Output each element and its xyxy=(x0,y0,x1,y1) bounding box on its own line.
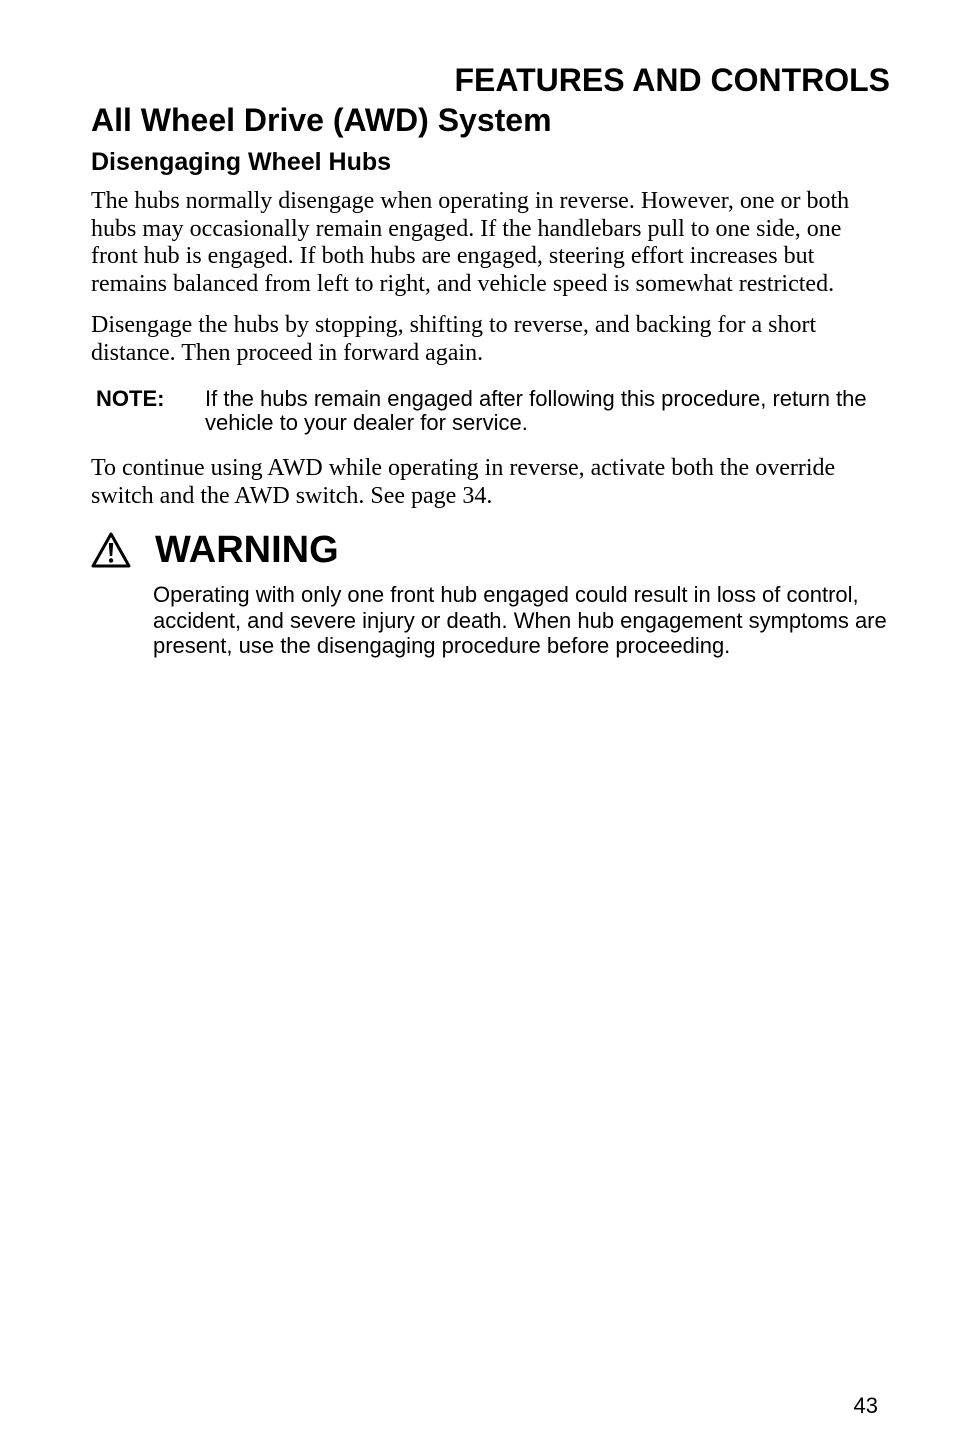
warning-triangle-icon xyxy=(91,532,131,568)
body-paragraph: The hubs normally disengage when operating in reverse. However, one or both hubs may occasionally remain engaged. If the handlebars pull to one side, one front hub is engaged. If both hubs are engaged, steering effort increases but remains balanced from left to right, and vehicle speed is somewhat restricted. xyxy=(91,188,850,297)
section-header: FEATURES AND CONTROLS xyxy=(454,62,890,98)
body-paragraph: To continue using AWD while operating in reverse, activate both the override switch and the AWD switch. See page 34. xyxy=(91,455,836,509)
warning-header xyxy=(91,528,891,572)
page-subtitle: Disengaging Wheel Hubs xyxy=(91,148,392,176)
page-title: All Wheel Drive (AWD) System xyxy=(91,102,552,138)
note-block xyxy=(96,387,891,435)
warning-text: Operating with only one front hub engaged could result in loss of control, accident, and severe injury or death. When hub engagement symptoms are present, use the disengaging procedure before proceeding. xyxy=(153,582,887,658)
note-label: NOTE: xyxy=(96,386,165,411)
body-paragraph: Disengage the hubs by stopping, shifting to reverse, and backing for a short distance. Then proceed in forward again. xyxy=(91,312,817,366)
page-number: 43 xyxy=(853,1393,878,1418)
page-content xyxy=(91,100,891,659)
note-text: If the hubs remain engaged after following this procedure, return the vehicle to your dealer for service. xyxy=(205,386,867,435)
warning-title: WARNING xyxy=(155,529,339,571)
